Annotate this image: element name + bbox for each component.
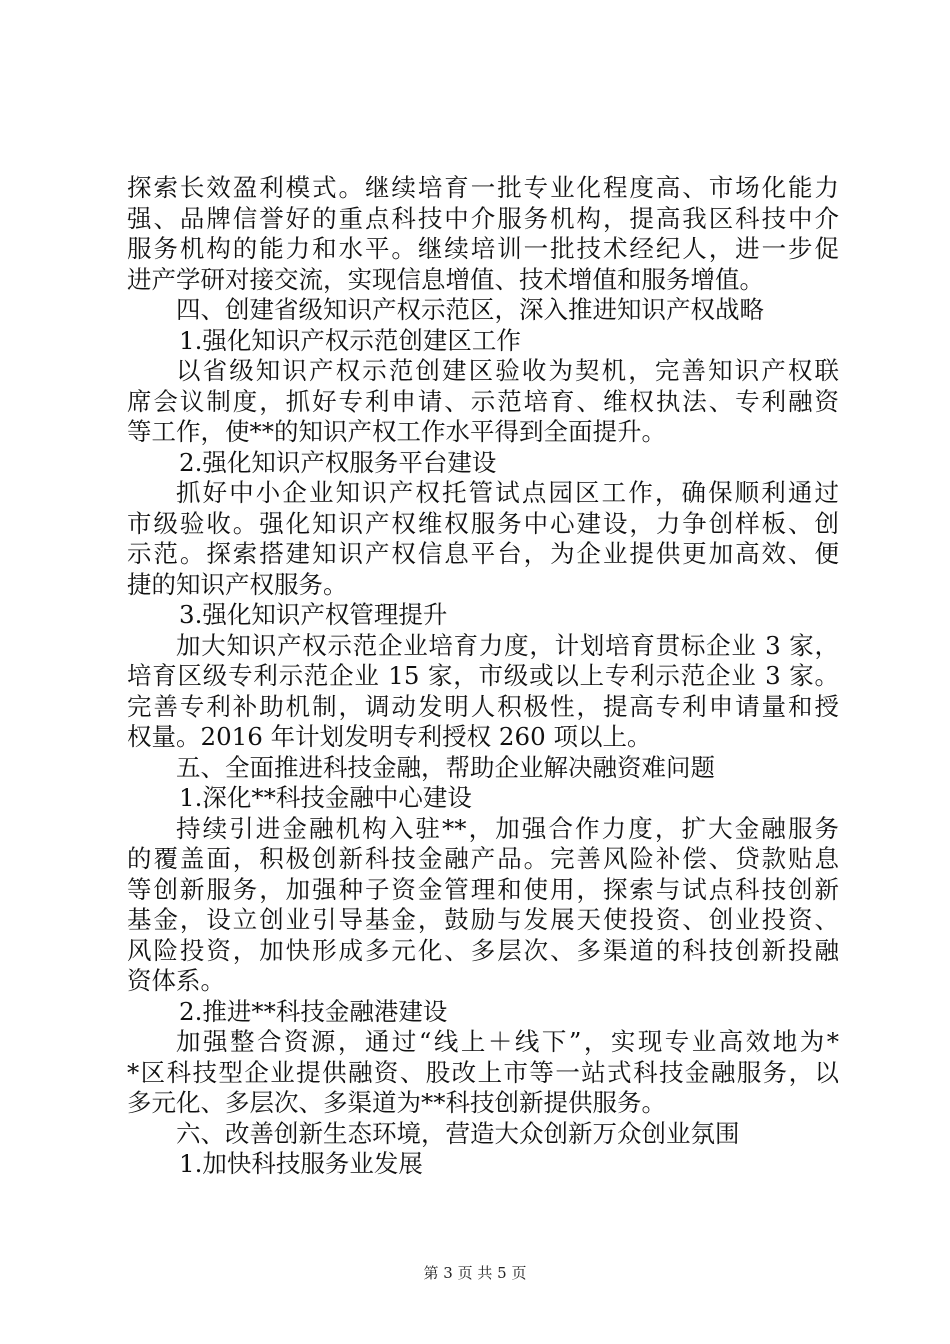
paragraph-line: 资体系。 bbox=[127, 966, 225, 995]
page-number-footer: 第 3 页 共 5 页 bbox=[423, 1264, 527, 1282]
subsection-heading: 2.推进**科技金融港建设 bbox=[179, 996, 448, 1026]
paragraph-line: *区科技型企业提供融资、股改上市等一站式科技金融服务，以 bbox=[127, 1057, 839, 1087]
subsection-heading: 1.深化**科技金融中心建设 bbox=[179, 783, 472, 812]
paragraph-line: 风险投资，加快形成多元化、多层次、多渠道的科技创新投融 bbox=[127, 935, 839, 965]
paragraph-line: 捷的知识产权服务。 bbox=[127, 569, 348, 599]
paragraph-line: 完善专利补助机制，调动发明人积极性，提高专利申请量和授 bbox=[127, 691, 839, 721]
paragraph-line: 的覆盖面，积极创新科技金融产品。完善风险补偿、贷款贴息 bbox=[127, 844, 839, 873]
paragraph-line: 抓好中小企业知识产权托管试点园区工作，确保顺利通过 bbox=[176, 478, 839, 507]
paragraph-line: 基金，设立创业引导基金，鼓励与发展天使投资、创业投资、 bbox=[127, 905, 839, 934]
paragraph-line: 以省级知识产权示范创建区验收为契机，完善知识产权联 bbox=[176, 356, 839, 385]
paragraph-line: 权量。2016 年计划发明专利授权 260 项以上。 bbox=[127, 722, 652, 751]
paragraph-line: 席会议制度，抓好专利申请、示范培育、维权执法、专利融资 bbox=[127, 386, 839, 416]
paragraph-line: 探索长效盈利模式。继续培育一批专业化程度高、市场化能力 bbox=[127, 173, 839, 202]
subsection-heading: 2.强化知识产权服务平台建设 bbox=[179, 447, 497, 477]
paragraph-line: 市级验收。强化知识产权维权服务中心建设，力争创样板、创 bbox=[127, 508, 839, 538]
document-body bbox=[127, 173, 839, 1180]
subsection-heading: 1.强化知识产权示范创建区工作 bbox=[179, 325, 521, 355]
subsection-heading: 1.加快科技服务业发展 bbox=[179, 1149, 423, 1178]
paragraph-line: 持续引进金融机构入驻**，加强合作力度，扩大金融服务 bbox=[176, 813, 839, 843]
paragraph-line: 进产学研对接交流，实现信息增值、技术增值和服务增值。 bbox=[127, 264, 764, 294]
paragraph-line: 等工作，使**的知识产权工作水平得到全面提升。 bbox=[127, 417, 666, 446]
section-heading: 五、全面推进科技金融，帮助企业解决融资难问题 bbox=[176, 752, 715, 782]
paragraph-line: 强、品牌信誉好的重点科技中介服务机构，提高我区科技中介 bbox=[127, 203, 839, 233]
paragraph-line: 示范。探索搭建知识产权信息平台，为企业提供更加高效、便 bbox=[127, 539, 839, 568]
paragraph-line: 等创新服务，加强种子资金管理和使用，探索与试点科技创新 bbox=[127, 874, 839, 904]
subsection-heading: 3.强化知识产权管理提升 bbox=[179, 600, 448, 629]
section-heading: 四、创建省级知识产权示范区，深入推进知识产权战略 bbox=[176, 295, 764, 324]
paragraph-line: 多元化、多层次、多渠道为**科技创新提供服务。 bbox=[127, 1088, 666, 1117]
paragraph-line: 培育区级专利示范企业 15 家，市级或以上专利示范企业 3 家。 bbox=[127, 661, 839, 690]
paragraph-line: 加大知识产权示范企业培育力度，计划培育贯标企业 3 家， bbox=[176, 630, 839, 660]
section-heading: 六、改善创新生态环境，营造大众创新万众创业氛围 bbox=[176, 1118, 740, 1148]
paragraph-line: 加强整合资源，通过“线上＋线下”，实现专业高效地为* bbox=[176, 1027, 839, 1056]
paragraph-line: 服务机构的能力和水平。继续培训一批技术经纪人，进一步促 bbox=[127, 234, 839, 263]
